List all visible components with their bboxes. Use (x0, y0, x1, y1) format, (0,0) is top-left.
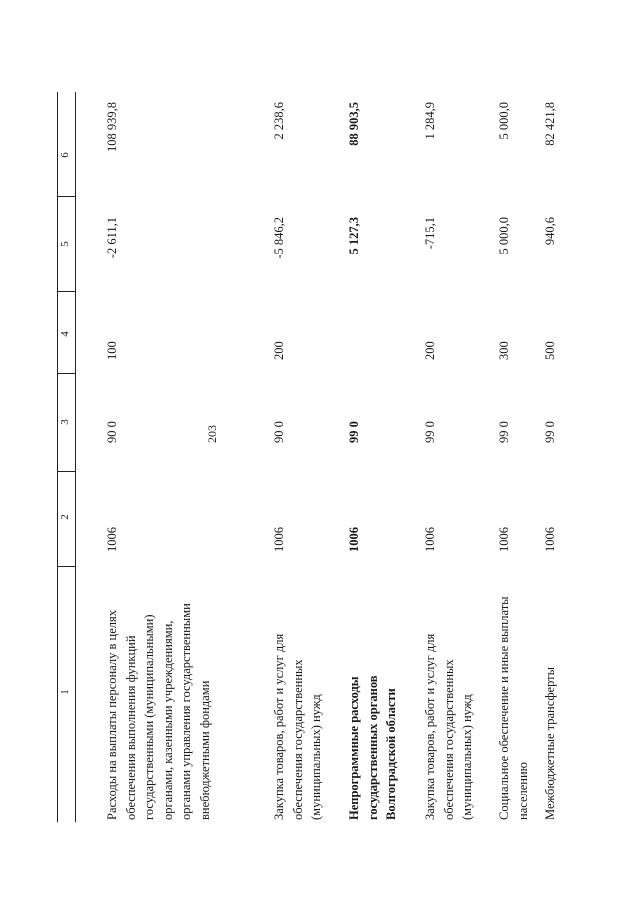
row-name: Межбюджетные трансферты (543, 666, 557, 820)
row-section: 1006 (497, 527, 511, 552)
header-separator (57, 471, 75, 472)
row-total: 2 238,6 (272, 102, 286, 140)
budget-table (57, 92, 567, 822)
header-col-1: 1 (59, 689, 71, 695)
row-name: Закупка товаров, работ и услуг для обеспечения государственных (муниципальных) нужд (272, 633, 323, 820)
row-total: 82 421,8 (543, 102, 557, 146)
header-col-3: 3 (59, 419, 71, 425)
row-total: 5 000,0 (497, 102, 511, 140)
row-section: 1006 (347, 527, 361, 552)
row-section: 1006 (105, 527, 119, 552)
header-separator (57, 291, 75, 292)
header-separator (57, 566, 75, 567)
row-section: 1006 (423, 527, 437, 552)
header-col-4: 4 (59, 331, 71, 337)
row-total: 1 284,9 (423, 102, 437, 140)
row-type: 200 (423, 341, 437, 360)
row-change: 940,6 (543, 217, 557, 246)
header-separator (57, 373, 75, 374)
row-section: 1006 (543, 527, 557, 552)
row-total: 88 903,5 (347, 102, 361, 146)
header-separator (57, 196, 75, 197)
row-target: 99 0 (423, 421, 437, 443)
header-col-6: 6 (59, 152, 71, 158)
table-top-rule (57, 92, 58, 822)
row-change: -5 846,2 (272, 217, 286, 259)
row-type: 500 (543, 341, 557, 360)
row-change: 5 000,0 (497, 217, 511, 255)
row-target: 99 0 (543, 421, 557, 443)
header-col-5: 5 (59, 241, 71, 247)
row-total: 108 939,8 (105, 102, 119, 152)
row-target: 99 0 (497, 421, 511, 443)
row-target: 90 0 (272, 421, 286, 443)
row-name: Непрограммные расходы государственных органов Волгоградской области (347, 675, 398, 820)
row-type: 300 (497, 341, 511, 360)
row-name: Расходы на выплаты персоналу в целях обеспечения выполнения функций государственными (муниципальными) органами, казенными учреждениями, органами управления государственными внебюджетными фондами (105, 603, 212, 820)
row-name: Закупка товаров, работ и услуг для обеспечения государственных (муниципальных) нужд (423, 633, 474, 820)
row-type: 200 (272, 341, 286, 360)
row-name: Социальное обеспечение и иные выплаты населению (497, 596, 530, 820)
header-col-2: 2 (59, 514, 71, 520)
row-change: -2 611,1 (105, 217, 119, 259)
page-number: 203 (205, 425, 219, 443)
row-type: 100 (105, 341, 119, 360)
table-header-rule (75, 92, 76, 822)
row-change: -715,1 (423, 217, 437, 250)
row-section: 1006 (272, 527, 286, 552)
row-target: 90 0 (105, 421, 119, 443)
row-change: 5 127,3 (347, 217, 361, 255)
row-target: 99 0 (347, 421, 361, 443)
